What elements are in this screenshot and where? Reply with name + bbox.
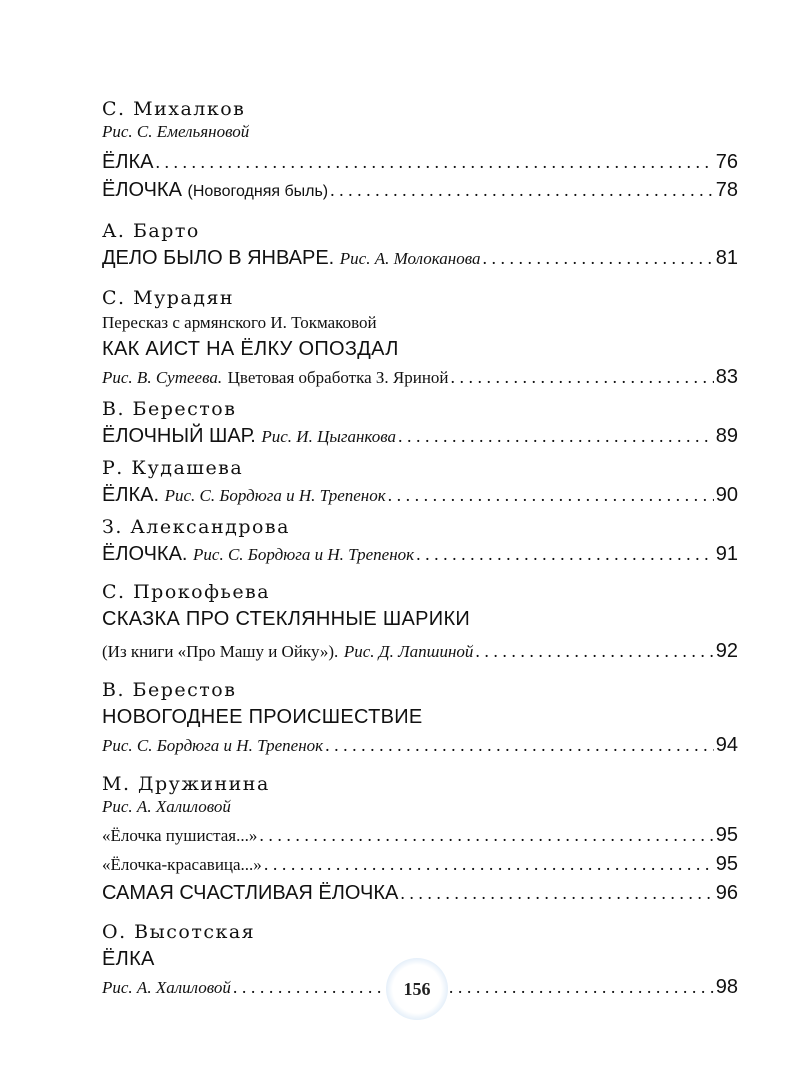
illustrator-credit: Рис. А. Халиловой xyxy=(102,978,231,997)
entry-title: «Ёлочка пушистая...» xyxy=(102,826,258,845)
entry-title[interactable]: СКАЗКА ПРО СТЕКЛЯННЫЕ ШАРИКИ xyxy=(102,608,471,630)
entry-title: ЁЛОЧНЫЙ ШАР. xyxy=(102,425,256,447)
table-of-contents xyxy=(102,96,738,1002)
author-name: Р. Кудашева xyxy=(102,457,244,479)
toc-entry[interactable] xyxy=(102,481,738,510)
author-name: М. Дружинина xyxy=(102,773,270,795)
leader-dots xyxy=(400,879,713,907)
toc-section-kudasheva xyxy=(102,455,738,510)
entry-title[interactable]: ЁЛКА xyxy=(102,948,155,970)
toc-entry[interactable] xyxy=(102,850,738,879)
page-number: 78 xyxy=(715,179,738,201)
source-note: (Из книги «Про Машу и Ойку»). xyxy=(102,642,339,661)
page-number: 92 xyxy=(715,640,738,662)
page-number: 95 xyxy=(715,824,738,846)
page-number: 89 xyxy=(715,425,738,447)
page-number: 90 xyxy=(715,484,738,506)
author-name: В. Берестов xyxy=(102,398,237,420)
page-number: 81 xyxy=(715,247,738,269)
author-name: С. Прокофьева xyxy=(102,581,271,603)
author-name: С. Михалков xyxy=(102,98,246,120)
page-number: 95 xyxy=(715,853,738,875)
entry-title[interactable]: НОВОГОДНЕЕ ПРОИСШЕСТВИЕ xyxy=(102,706,423,728)
illustrator-credit: Рис. С. Бордюга и Н. Трепенок xyxy=(164,486,386,505)
entry-title[interactable]: КАК АИСТ НА ЁЛКУ ОПОЗДАЛ xyxy=(102,338,399,360)
color-credit: Цветовая обработка З. Яриной xyxy=(227,368,449,387)
page-number: 98 xyxy=(715,976,738,998)
toc-section-mikhalkov xyxy=(102,96,738,206)
toc-section-druzhinina xyxy=(102,771,738,907)
leader-dots xyxy=(330,176,714,204)
toc-entry[interactable] xyxy=(102,821,738,850)
toc-entry[interactable] xyxy=(102,731,738,760)
author-name: О. Высотская xyxy=(102,921,256,943)
leader-dots xyxy=(325,731,714,759)
page-number: 91 xyxy=(715,543,738,565)
illustrator-credit: Рис. И. Цыганкова xyxy=(261,427,396,446)
author-name: В. Берестов xyxy=(102,679,237,701)
leader-dots xyxy=(482,244,713,272)
page-number-badge: 156 xyxy=(386,958,448,1020)
illustrator-credit: Рис. А. Халиловой xyxy=(102,797,231,816)
leader-dots xyxy=(259,821,713,849)
author-name: З. Александрова xyxy=(102,516,290,538)
author-name: А. Барто xyxy=(102,220,200,242)
illustrator-credit: Рис. С. Бордюга и Н. Трепенок xyxy=(193,545,415,564)
translation-note: Пересказ с армянского И. Токмаковой xyxy=(102,313,377,332)
toc-section-muradyan xyxy=(102,285,738,392)
illustrator-credit: Рис. В. Сутеева. xyxy=(102,368,223,387)
entry-title: САМАЯ СЧАСТЛИВАЯ ЁЛОЧКА xyxy=(102,882,399,904)
leader-dots xyxy=(264,850,714,878)
leader-dots xyxy=(475,637,713,665)
page-number: 76 xyxy=(715,151,738,173)
entry-title: ЁЛКА xyxy=(102,151,154,173)
illustrator-credit: Рис. Д. Лапшиной xyxy=(343,642,474,661)
leader-dots xyxy=(155,148,713,176)
toc-section-berestov-2 xyxy=(102,677,738,760)
toc-entry[interactable] xyxy=(102,540,738,569)
entry-title: ЁЛОЧКА xyxy=(102,179,182,201)
page-number: 96 xyxy=(715,882,738,904)
page-number: 94 xyxy=(715,734,738,756)
toc-entry[interactable] xyxy=(102,879,738,907)
toc-entry[interactable] xyxy=(102,148,738,176)
entry-title: ЁЛОЧКА. xyxy=(102,543,188,565)
entry-subtitle: (Новогодняя быль) xyxy=(187,183,329,200)
toc-section-prokofieva xyxy=(102,579,738,666)
leader-dots xyxy=(233,973,714,1001)
toc-entry[interactable] xyxy=(102,422,738,451)
entry-title: ДЕЛО БЫЛО В ЯНВАРЕ. xyxy=(102,247,335,269)
toc-section-barto xyxy=(102,218,738,273)
page-number: 83 xyxy=(715,366,738,388)
illustrator-credit: Рис. А. Молоканова xyxy=(339,249,481,268)
entry-title: ЁЛКА. xyxy=(102,484,160,506)
leader-dots xyxy=(416,540,714,568)
toc-section-berestov xyxy=(102,396,738,451)
leader-dots xyxy=(451,363,714,391)
leader-dots xyxy=(388,481,714,509)
illustrator-credit: Рис. С. Емельяновой xyxy=(102,122,250,141)
illustrator-credit: Рис. С. Бордюга и Н. Трепенок xyxy=(102,736,324,755)
toc-entry[interactable] xyxy=(102,363,738,392)
leader-dots xyxy=(398,422,714,450)
entry-title: «Ёлочка-красавица...» xyxy=(102,855,262,874)
toc-entry[interactable] xyxy=(102,176,738,206)
toc-section-aleksandrova xyxy=(102,514,738,569)
author-name: С. Мурадян xyxy=(102,287,235,309)
toc-entry[interactable] xyxy=(102,637,738,666)
toc-entry[interactable] xyxy=(102,244,738,273)
